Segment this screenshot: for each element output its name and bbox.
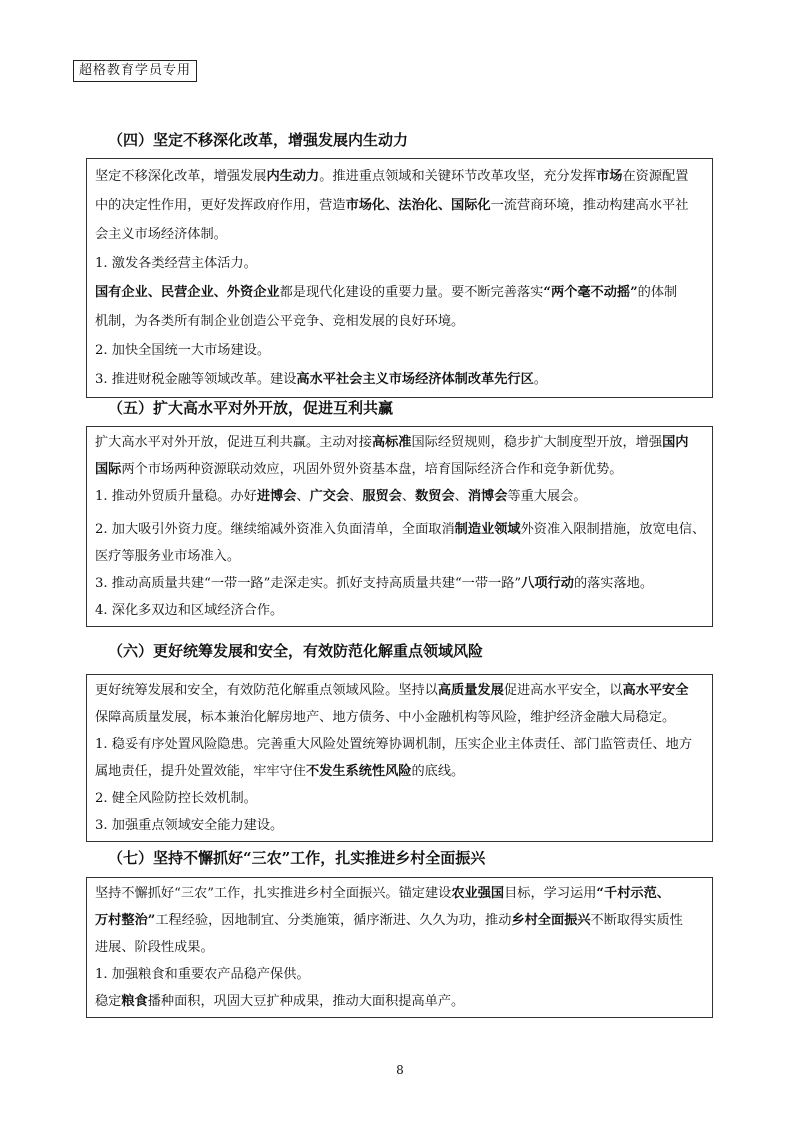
- emphasis-text: 高水平安全: [622, 683, 689, 698]
- body-text: 属地责任，提升处置效能，牢牢守住: [95, 764, 306, 779]
- emphasis-text: 国有企业、民营企业、外资企业: [95, 285, 280, 300]
- emphasis-text: 粮食: [121, 994, 148, 1009]
- emphasis-text: 国内: [662, 435, 689, 450]
- body-text: 3. 推进财税金融等领域改革。建设: [95, 372, 297, 387]
- emphasis-text: “千村示范、: [596, 886, 670, 901]
- emphasis-text: 数贸会: [415, 489, 455, 504]
- body-text: 在资源配置: [622, 169, 689, 184]
- body-text: 、: [454, 489, 468, 504]
- body-text: 坚定不移深化改革，增强发展: [95, 169, 267, 184]
- text-line: [95, 988, 704, 1015]
- text-line: [95, 961, 704, 988]
- text-line: [95, 336, 704, 365]
- body-text: 4. 深化多双边和区域经济合作。: [95, 603, 284, 618]
- body-text: 。推进重点领域和关键环节改革攻坚，充分发挥: [319, 169, 597, 184]
- body-text: 的底线。: [411, 764, 465, 779]
- text-line: [95, 365, 704, 394]
- body-text: 医疗等服务业市场准入。: [95, 549, 241, 564]
- emphasis-text: 八项行动: [521, 576, 574, 591]
- body-text: 1. 激发各类经营主体活力。: [95, 256, 257, 271]
- body-text: 机制，为各类所有制企业创造公平竞争、竞相发展的良好环境。: [95, 314, 465, 329]
- text-line: [95, 880, 704, 907]
- body-text: 坚持不懈抓好“三农”工作，扎实推进乡村全面振兴。锚定建设: [95, 886, 452, 901]
- emphasis-text: 乡村全面振兴: [511, 913, 591, 928]
- body-text: 、: [296, 489, 310, 504]
- section-title-7: （七）坚持不懈抓好“三农”工作，扎实推进乡村全面振兴: [108, 849, 486, 867]
- emphasis-text: “两个毫不动摇”: [543, 285, 638, 300]
- text-line: [95, 516, 704, 543]
- text-line: [95, 483, 704, 516]
- text-line: [95, 907, 704, 934]
- body-text: 不断取得实质性: [590, 913, 683, 928]
- body-text: 进展、阶段性成果。: [95, 940, 214, 955]
- emphasis-text: 国际: [95, 462, 122, 477]
- emphasis-text: 市场化、法治化、国际化: [345, 198, 491, 213]
- section-box-6: [86, 674, 713, 842]
- text-line: [95, 677, 704, 704]
- emphasis-text: 内生动力: [266, 169, 320, 184]
- text-line: [95, 543, 704, 570]
- body-text: 国际经贸规则，稳步扩大制度型开放，增强: [411, 435, 663, 450]
- section-title-6: （六）更好统筹发展和安全，有效防范化解重点领域风险: [108, 642, 484, 660]
- body-text: 中的决定性作用，更好发挥政府作用，营造: [95, 198, 346, 213]
- emphasis-text: 市场: [596, 169, 623, 184]
- section-title-4: （四）坚定不移深化改革，增强发展内生动力: [108, 131, 409, 149]
- body-text: 播种面积，巩固大豆扩种成果，推动大面积提高单产。: [147, 994, 465, 1009]
- emphasis-text: 高水平社会主义市场经济体制改革先行区: [296, 372, 534, 387]
- body-text: 扩大高水平对外开放，促进互利共赢。主动对接: [95, 435, 372, 450]
- text-line: [95, 570, 704, 597]
- body-text: 1. 稳妥有序处置风险隐患。完善重大风险处置统筹协调机制，压实企业主体责任、部门监管责任、地方: [95, 737, 693, 752]
- text-line: [95, 785, 704, 812]
- text-line: [95, 758, 704, 785]
- body-text: 促进高水平安全，以: [503, 683, 623, 698]
- text-line: [95, 731, 704, 758]
- watermark-label: 超格教育学员专用: [73, 60, 197, 82]
- emphasis-text: 进博会: [256, 489, 297, 504]
- text-line: [95, 191, 704, 220]
- text-line: [95, 934, 704, 961]
- emphasis-text: 制造业领域: [454, 522, 521, 537]
- body-text: 一流营商环境，推动构建高水平社: [490, 198, 689, 213]
- body-text: 都是现代化建设的重要力量。要不断完善落实: [279, 285, 544, 300]
- text-line: [95, 307, 704, 336]
- section-box-5: [86, 426, 713, 627]
- emphasis-text: 高标准: [371, 435, 412, 450]
- body-text: 、: [349, 489, 363, 504]
- text-line: [95, 812, 704, 839]
- emphasis-text: 万村整治”: [95, 913, 156, 928]
- body-text: 1. 加强粮食和重要农产品稳产保供。: [95, 967, 310, 982]
- body-text: 工程经验，因地制宜、分类施策，循序渐进、久久为功，推动: [155, 913, 512, 928]
- body-text: 等重大展会。: [507, 489, 587, 504]
- body-text: 稳定: [95, 994, 122, 1009]
- text-line: [95, 456, 704, 483]
- body-text: 1. 推动外贸质升量稳。办好: [95, 489, 257, 504]
- body-text: 。: [533, 372, 547, 387]
- emphasis-text: 服贸会: [362, 489, 402, 504]
- body-text: 2. 健全风险防控长效机制。: [95, 791, 257, 806]
- body-text: 、: [401, 489, 416, 504]
- body-text: 目标，学习运用: [504, 886, 597, 901]
- body-text: 的体制: [637, 285, 678, 300]
- section-box-7: [86, 877, 713, 1018]
- body-text: 2. 加快全国统一大市场建设。: [95, 343, 271, 358]
- text-line: [95, 162, 704, 191]
- text-line: [95, 249, 704, 278]
- text-line: [95, 220, 704, 249]
- text-line: [95, 704, 704, 731]
- body-text: 两个市场两种资源联动效应，巩固外贸外资基本盘，培育国际经济合作和竞争新优势。: [121, 462, 623, 477]
- text-line: [95, 597, 704, 624]
- text-line: [95, 278, 704, 307]
- page-number: 8: [396, 1063, 404, 1077]
- emphasis-text: 消博会: [467, 489, 508, 504]
- section-title-5: （五）扩大高水平对外开放，促进互利共赢: [108, 399, 394, 417]
- emphasis-text: 农业强国: [451, 886, 505, 901]
- body-text: 3. 推动高质量共建“一带一路”走深走实。抓好支持高质量共建“一带一路”: [95, 576, 522, 591]
- text-line: [95, 429, 704, 456]
- body-text: 会主义市场经济体制。: [95, 227, 227, 242]
- body-text: 的落实落地。: [573, 576, 654, 591]
- body-text: 3. 加强重点领域安全能力建设。: [95, 818, 284, 833]
- body-text: 保障高质量发展，标本兼治化解房地产、地方债务、中小金融机构等风险，维护经济金融大局稳定。: [95, 710, 676, 725]
- section-box-4: [86, 158, 713, 398]
- emphasis-text: 高质量发展: [437, 683, 504, 698]
- body-text: 更好统筹发展和安全，有效防范化解重点领域风险。坚持以: [95, 683, 438, 698]
- emphasis-text: 不发生系统性风险: [306, 764, 412, 779]
- emphasis-text: 广交会: [309, 489, 350, 504]
- body-text: 外资准入限制措施，放宽电信、: [520, 522, 706, 537]
- body-text: 2. 加大吸引外资力度。继续缩减外资准入负面清单，全面取消: [95, 522, 455, 537]
